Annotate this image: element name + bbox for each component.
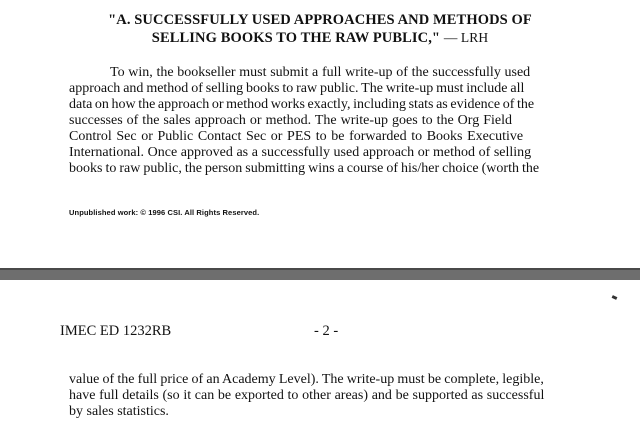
heading-text-2: SELLING BOOKS TO THE RAW PUBLIC," <box>151 30 441 46</box>
page-number: - 2 - <box>314 323 339 339</box>
body-line-5: Control Sec or Public Contact Sec or PES to be forwarded to Books Executive <box>69 129 524 144</box>
heading-line-1 <box>60 11 580 29</box>
body-line-3: data on how the approach or method works exactly, including stats as evidence of the <box>69 97 535 112</box>
page2-body-line-3: by sales statistics. <box>69 404 169 419</box>
page2-body-line-1: value of the full price of an Academy Level). The write-up must be complete, legible, <box>69 372 544 387</box>
heading-signature: — LRH <box>443 30 489 45</box>
body-line-1: To win, the bookseller must submit a full write-up of the successfully used <box>110 65 531 80</box>
document-code: IMEC ED 1232RB <box>60 323 172 339</box>
heading-text-1: "A. SUCCESSFULLY USED APPROACHES AND METHODS OF <box>108 12 532 28</box>
body-line-7: books to raw public, the person submitting wins a course of his/her choice (worth the <box>69 161 540 176</box>
heading-line-2 <box>60 29 580 47</box>
body-line-4: successes of the sales approach or method. The write-up goes to the Org Field <box>69 113 512 128</box>
body-line-6: International. Once approved as a successfully used approach or method of selling <box>69 145 532 160</box>
scan-speck <box>612 295 618 300</box>
page2-body-line-2: have full details (so it can be exported to other areas) and be supported as successful <box>69 388 545 403</box>
copyright-notice: Unpublished work: © 1996 CSI. All Rights Reserved. <box>69 208 260 217</box>
page-break-edge <box>0 268 640 270</box>
body-line-2: approach and method of selling books to raw public. The write-up must include all <box>69 81 525 96</box>
